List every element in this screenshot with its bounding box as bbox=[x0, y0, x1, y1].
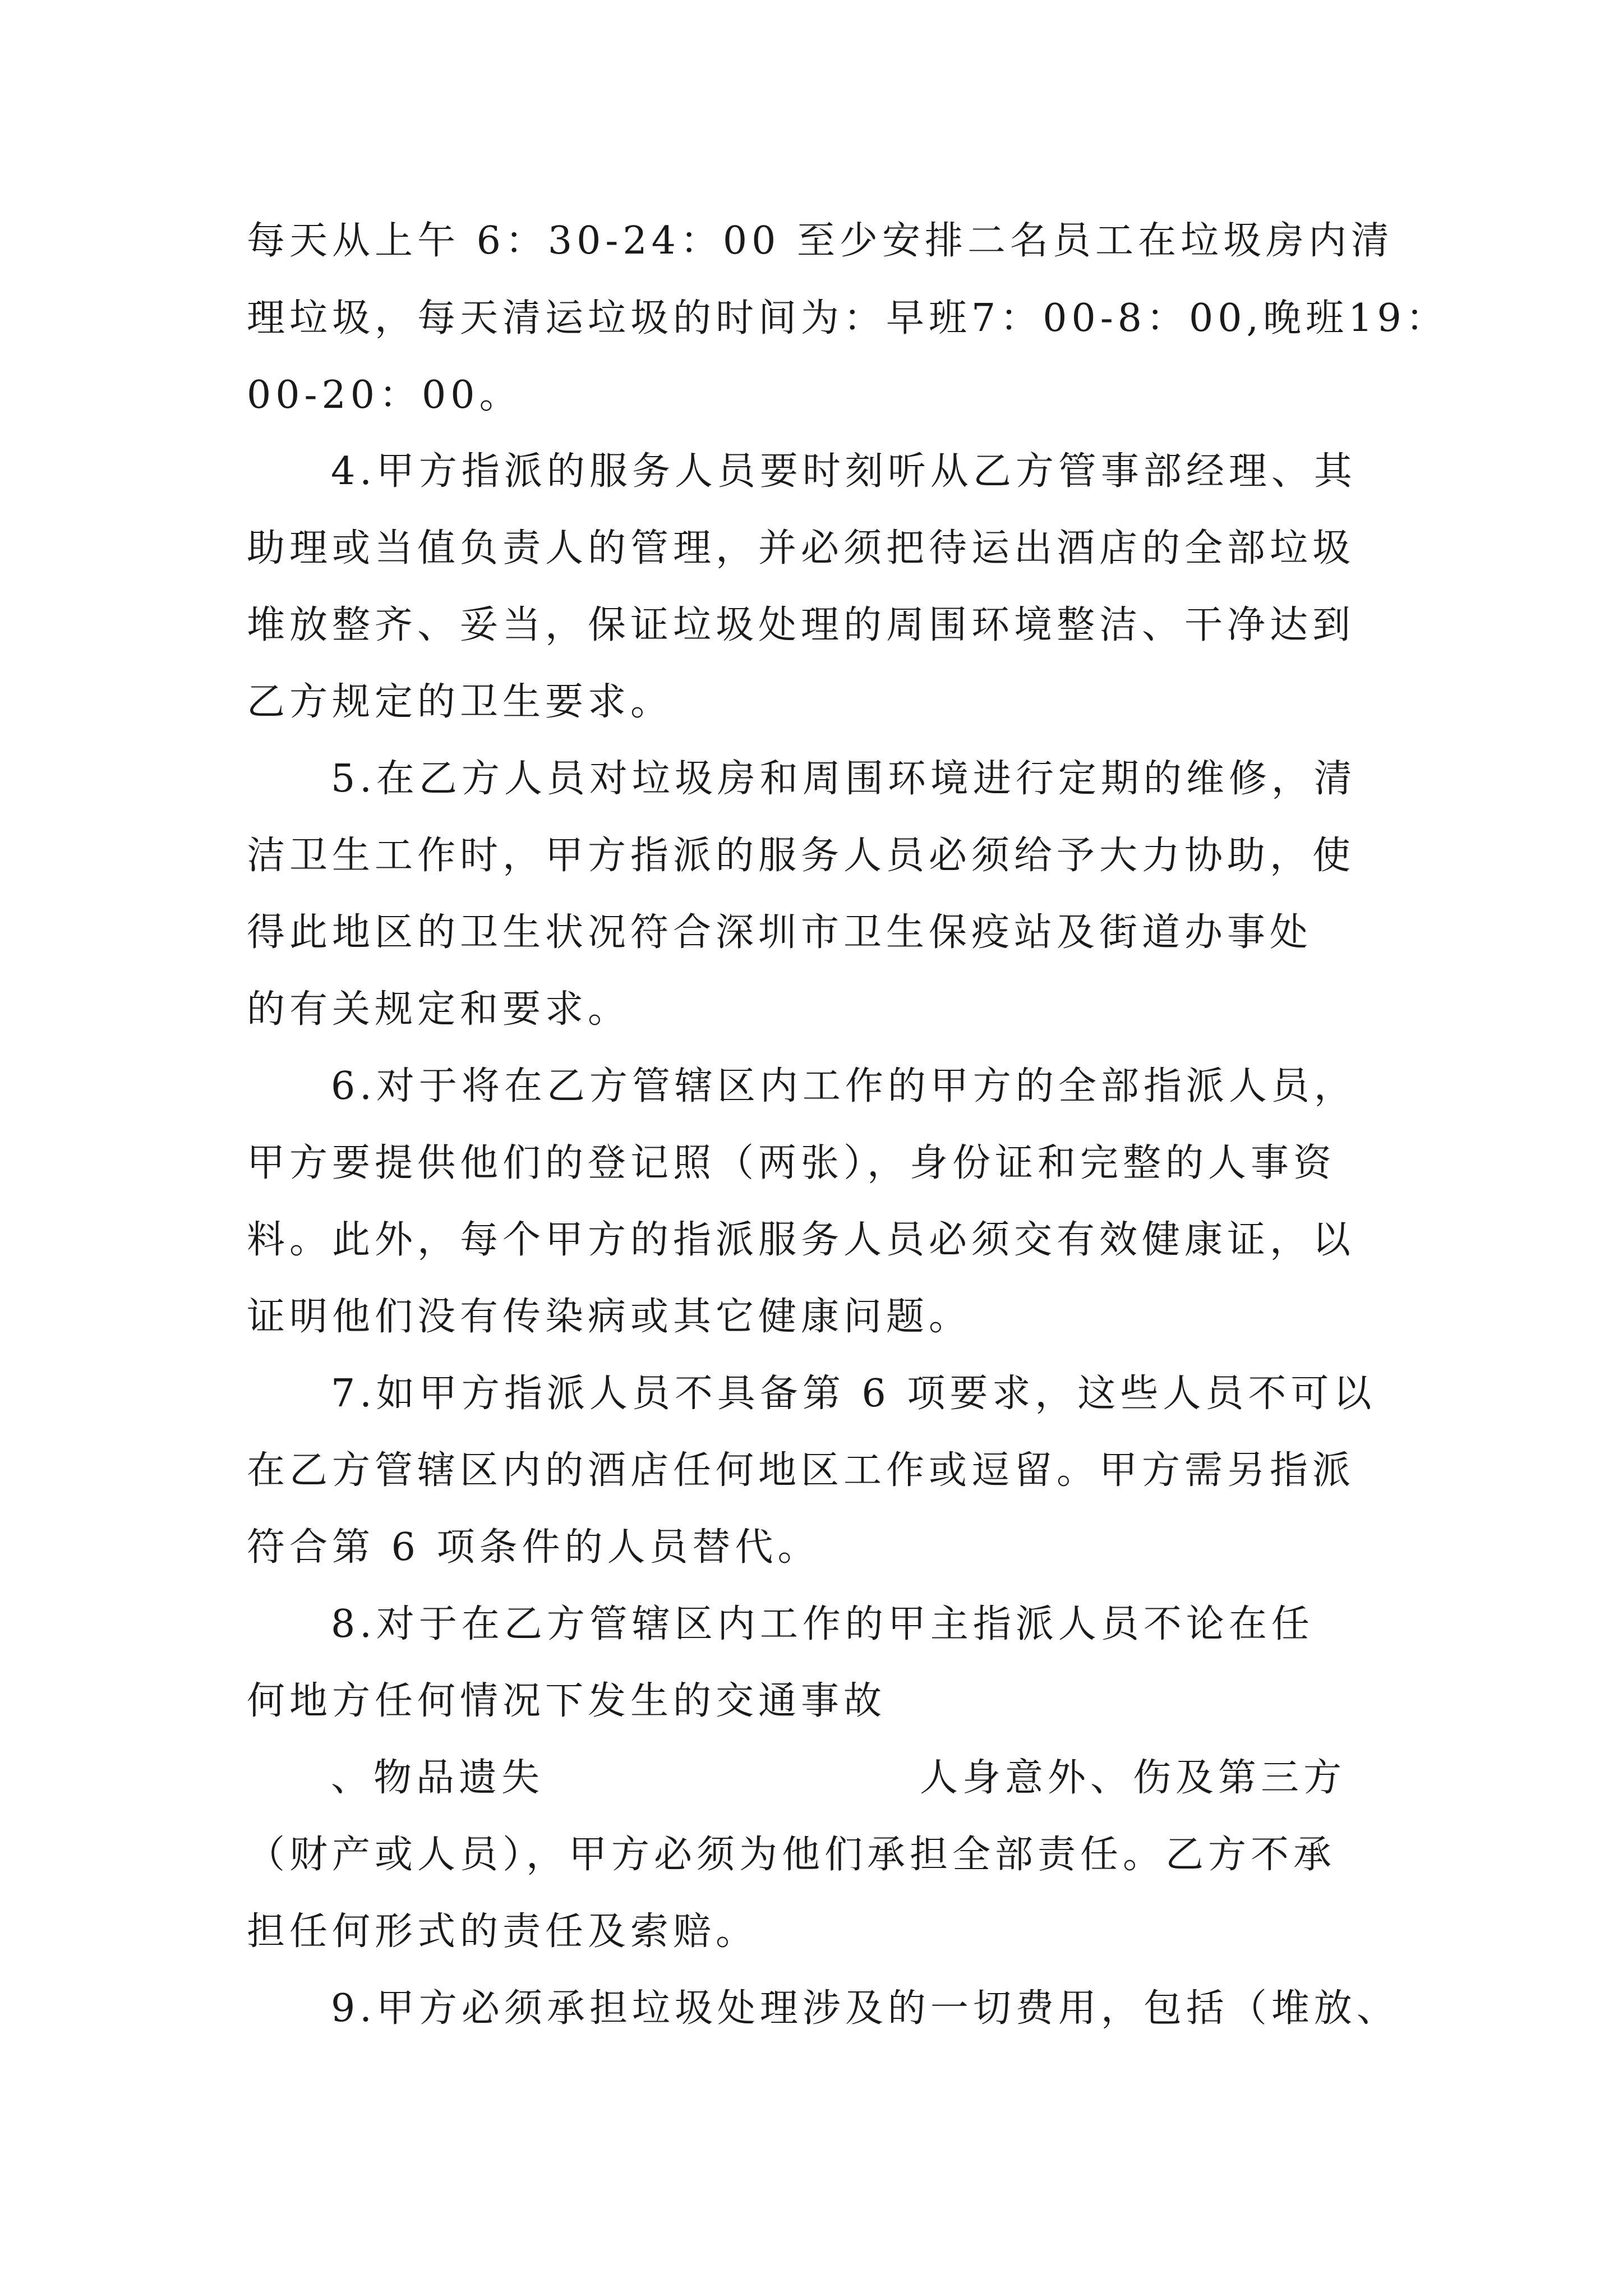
text-line: 的有关规定和要求。 bbox=[247, 987, 631, 1032]
text-line-fragment: 人身意外、伤及第三方 bbox=[920, 1756, 1347, 1800]
text-line: 证明他们没有传染病或其它健康问题。 bbox=[247, 1295, 972, 1339]
text-line: 乙方规定的卫生要求。 bbox=[247, 680, 674, 724]
paragraph-7-start: 7.如甲方指派人员不具备第 6 项要求，这些人员不可以 bbox=[331, 1372, 1376, 1416]
paragraph-5-start: 5.在乙方人员对垃圾房和周围环境进行定期的维修，清 bbox=[331, 757, 1357, 801]
text-line: （财产或人员），甲方必须为他们承担全部责任。乙方不承 bbox=[247, 1833, 1336, 1877]
text-line: 得此地区的卫生状况符合深圳市卫生保疫站及街道办事处 bbox=[247, 910, 1313, 955]
paragraph-9-start: 9.甲方必须承担垃圾处理涉及的一切费用，包括（堆放、 bbox=[331, 1986, 1399, 2031]
text-line: 符合第 6 项条件的人员替代。 bbox=[247, 1525, 820, 1570]
text-line: 料。此外，每个甲方的指派服务人员必须交有效健康证，以 bbox=[247, 1218, 1355, 1262]
paragraph-4-start: 4.甲方指派的服务人员要时刻听从乙方管事部经理、其 bbox=[331, 449, 1357, 494]
text-line: 在乙方管辖区内的酒店任何地区工作或逗留。甲方需另指派 bbox=[247, 1448, 1355, 1493]
text-line: 甲方要提供他们的登记照（两张），身份证和完整的人事资 bbox=[247, 1141, 1336, 1185]
text-line: 洁卫生工作时，甲方指派的服务人员必须给予大力协助，使 bbox=[247, 834, 1355, 878]
text-line: 00-20：00。 bbox=[247, 373, 522, 417]
paragraph-6-start: 6.对于将在乙方管辖区内工作的甲方的全部指派人员， bbox=[331, 1064, 1357, 1108]
paragraph-8-start: 8.对于在乙方管辖区内工作的甲主指派人员不论在任 bbox=[331, 1602, 1314, 1646]
text-line: 堆放整齐、妥当，保证垃圾处理的周围环境整洁、干净达到 bbox=[247, 603, 1355, 647]
text-line: 每天从上午 6：30-24：00 至少安排二名员工在垃圾房内清 bbox=[247, 219, 1394, 263]
text-line: 理垃圾，每天清运垃圾的时间为：早班7：00-8：00,晚班19： bbox=[247, 296, 1449, 341]
text-line: 何地方任何情况下发生的交通事故 bbox=[247, 1679, 887, 1723]
text-line: 担任何形式的责任及索赔。 bbox=[247, 1910, 759, 1954]
text-line-fragment: 、物品遗失 bbox=[331, 1756, 545, 1800]
text-line: 助理或当值负责人的管理，并必须把待运出酒店的全部垃圾 bbox=[247, 526, 1355, 570]
